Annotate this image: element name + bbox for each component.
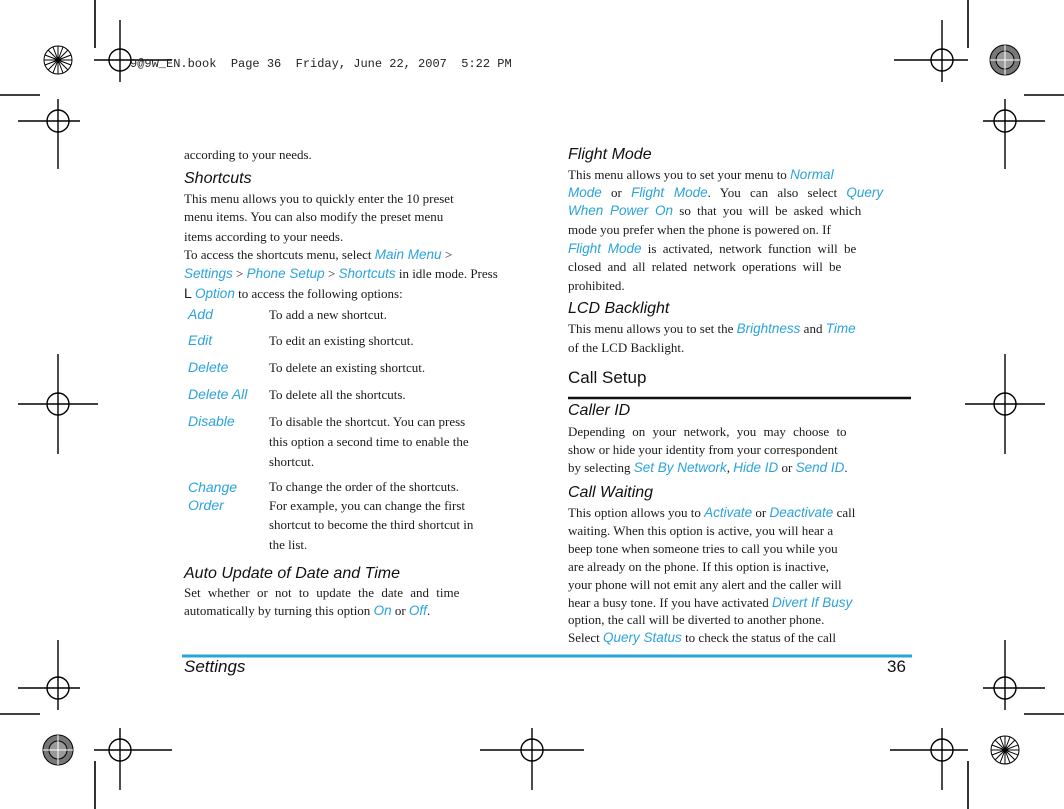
call-waiting-heading: Call Waiting [568,484,654,501]
call-setup-title: Call Setup [568,368,647,387]
shortcuts-line-2: menu items. You can also modify the preset menu [184,209,444,224]
call-waiting-line-7: option, the call will be diverted to another phone. [568,612,825,627]
call-waiting-line-2: waiting. When this option is active, you will hear a [568,523,834,538]
option-change-order-1: Change [188,479,238,495]
auto-update-line-2: automatically by turning this option On or Off. [184,603,431,618]
flight-line-6: closed and all related network operations will be [568,259,842,274]
flight-line-2: Mode or Flight Mode. You can also select Query [568,185,884,200]
flight-line-4: mode you prefer when the phone is powered on. If [568,222,831,237]
option-change-order-desc-3: shortcut to become the third shortcut in [269,517,474,532]
option-edit: Edit [188,332,213,348]
link-send-id: Send ID [795,460,845,475]
call-waiting-line-5: your phone will not emit any alert and the caller will [568,577,842,592]
option-disable: Disable [188,413,235,429]
book-stamp: 9@9w_EN.book Page 36 Friday, June 22, 2007 5:22 PM [130,57,512,71]
option-delete-all: Delete All [188,386,248,402]
lcd-line-2: of the LCD Backlight. [568,340,685,355]
shortcuts-heading: Shortcuts [184,170,252,187]
caller-id-heading: Caller ID [568,402,631,419]
link-option: Option [195,286,235,301]
option-disable-desc-3: shortcut. [269,454,315,469]
call-waiting-line-3: beep tone when someone tries to call you while you [568,541,838,556]
shortcuts-line-1: This menu allows you to quickly enter the 10 preset [184,191,454,206]
option-change-order-desc-4: the list. [269,537,308,552]
link-when-power-on: When Power On [568,203,674,218]
caller-id-line-3: by selecting Set By Network, Hide ID or Send ID. [568,460,848,475]
call-waiting-line-4: are already on the phone. If this option is inactive, [568,559,830,574]
shortcuts-line-3: items according to your needs. [184,229,344,244]
option-disable-desc-1: To disable the shortcut. You can press [269,414,466,429]
call-waiting-line-8: Select Query Status to check the status of the call [568,630,836,645]
flight-mode-heading: Flight Mode [568,146,652,163]
link-time: Time [825,321,856,336]
link-query: Query [846,185,884,200]
link-off: Off [408,603,427,618]
link-hide-id: Hide ID [733,460,779,475]
link-main-menu: Main Menu [374,247,442,262]
link-flight-mode-2: Flight Mode [568,241,642,256]
link-divert-if-busy: Divert If Busy [771,595,853,610]
flight-line-7: prohibited. [568,278,625,293]
option-disable-desc-2: this option a second time to enable the [269,434,469,449]
link-activate: Activate [704,505,753,520]
option-edit-desc: To edit an existing shortcut. [269,333,414,348]
option-delete-all-desc: To delete all the shortcuts. [269,387,406,402]
option-add-desc: To add a new shortcut. [269,307,387,322]
auto-update-heading: Auto Update of Date and Time [184,565,400,582]
option-change-order-desc-2: For example, you can change the first [269,498,466,513]
option-delete: Delete [188,359,229,375]
flight-line-3: When Power On so that you will be asked which [568,203,862,218]
auto-update-line-1: Set whether or not to update the date and time [184,585,460,600]
link-brightness: Brightness [736,321,801,336]
page-number: 36 [887,657,906,676]
caller-id-line-1: Depending on your network, you may choose to [568,424,847,439]
intro-text: according to your needs. [184,147,312,162]
link-shortcuts: Shortcuts [338,266,396,281]
option-change-order-desc-1: To change the order of the shortcuts. [269,479,460,494]
link-normal: Normal [790,167,834,182]
call-waiting-line-6: hear a busy tone. If you have activated Divert If Busy [568,595,853,610]
link-settings: Settings [184,266,233,281]
call-waiting-line-1: This option allows you to Activate or Deactivate call [568,505,856,520]
flight-line-5: Flight Mode is activated, network function will be [568,241,857,256]
lcd-line-1: This menu allows you to set the Brightness and Time [568,321,856,336]
link-deactivate: Deactivate [769,505,834,520]
link-on: On [373,603,392,618]
lcd-heading: LCD Backlight [568,300,670,317]
link-phone-setup: Phone Setup [246,266,325,281]
shortcuts-access-line-3: L Option to access the following options: [184,285,403,301]
option-add: Add [188,306,213,322]
footer-section-title: Settings [184,657,246,676]
link-flight-mode: Flight Mode [631,185,708,200]
link-query-status: Query Status [603,630,682,645]
link-set-by-network: Set By Network [633,460,727,475]
shortcuts-access-line-1: To access the shortcuts menu, select Main Menu > [184,247,453,262]
softkey-left-icon: L [184,285,192,301]
caller-id-line-2: show or hide your identity from your correspondent [568,442,838,457]
shortcuts-access-line-2: Settings > Phone Setup > Shortcuts in idle mode. Press [184,266,498,281]
flight-line-1: This menu allows you to set your menu to Normal [568,167,834,182]
option-delete-desc: To delete an existing shortcut. [269,360,426,375]
option-change-order-2: Order [188,497,224,513]
